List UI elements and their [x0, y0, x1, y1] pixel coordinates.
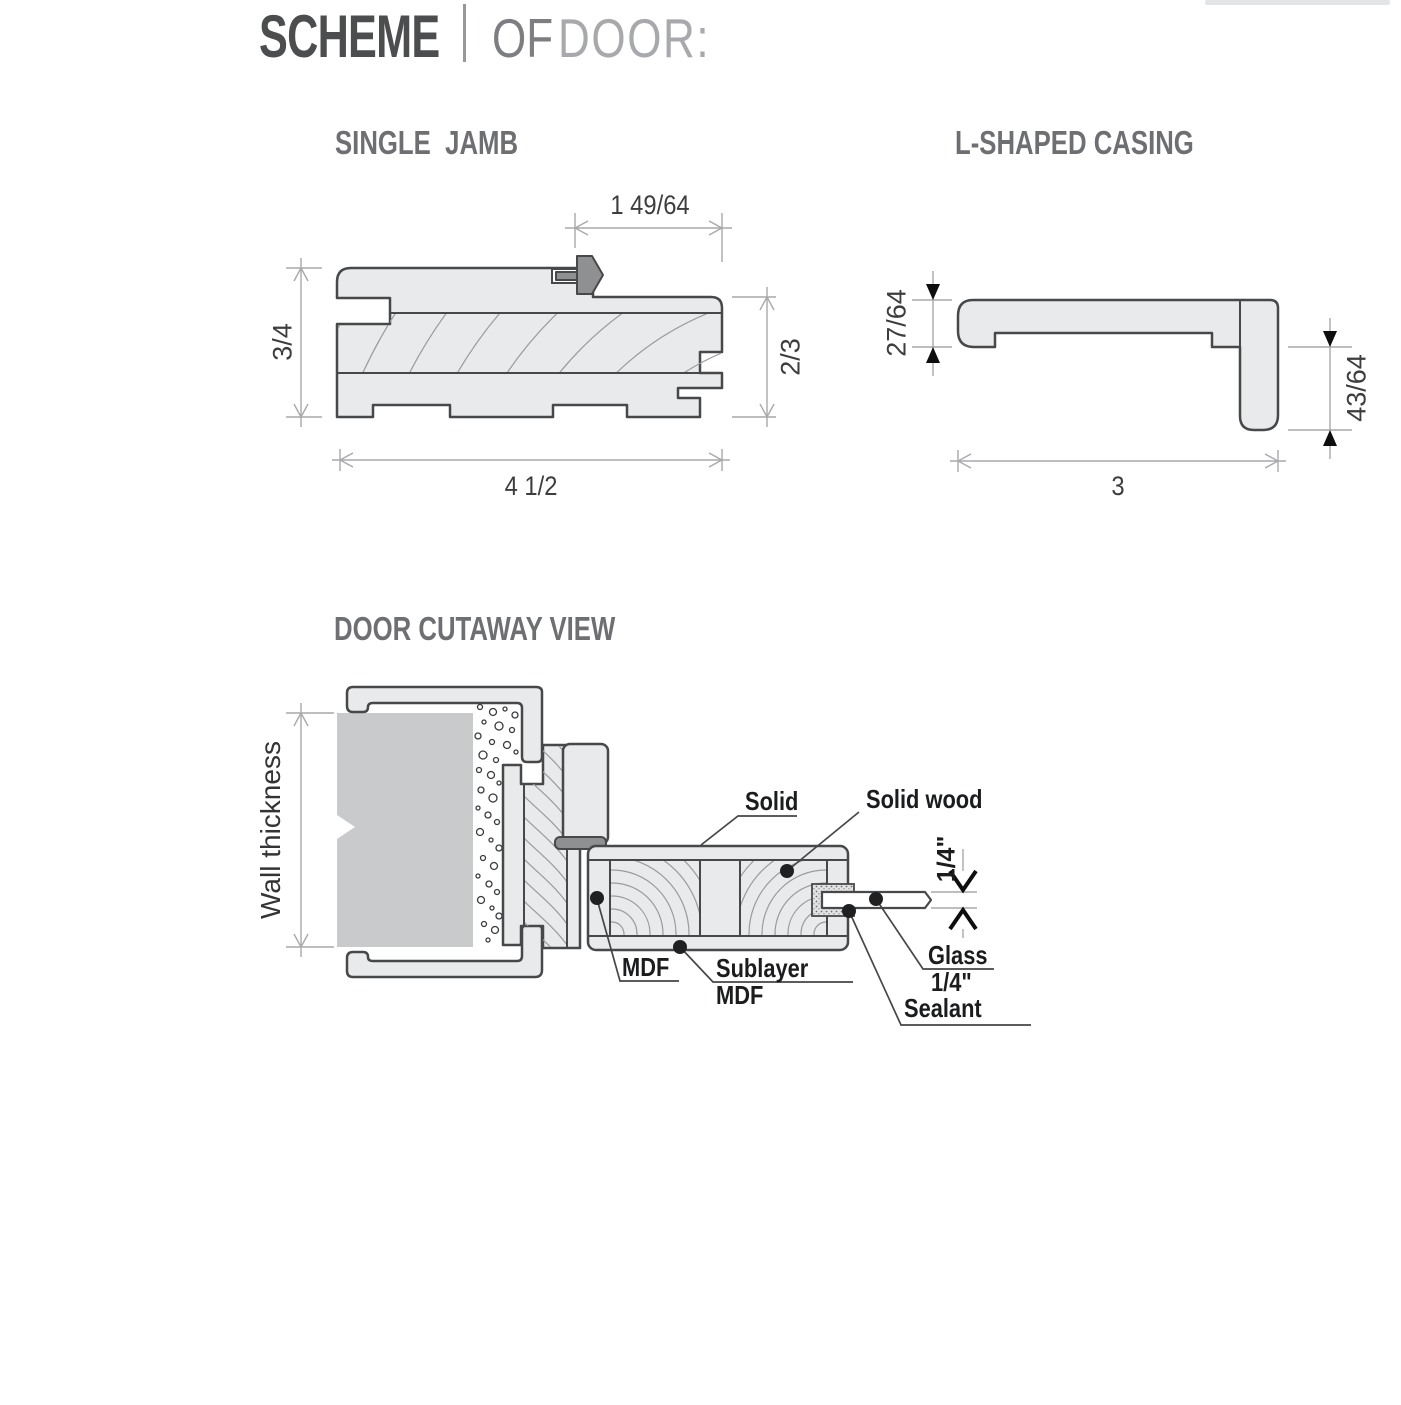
casing-dim-right: 43/64	[1341, 354, 1372, 422]
dim-label-left: 3/4	[267, 323, 298, 361]
sublayer-label-line1: Sublayer	[716, 953, 809, 983]
glass-label-line2: 1/4"	[931, 967, 972, 997]
page-title: SCHEME	[259, 3, 440, 70]
mdf-dot	[590, 891, 604, 905]
sublayer-label-line2: MDF	[716, 980, 764, 1010]
glass-thickness-vertical-label: 1/4"	[932, 835, 961, 883]
page-title-door: DOOR:	[558, 7, 711, 69]
mdf-label: MDF	[622, 952, 670, 982]
glass-label-line1: Glass	[928, 940, 988, 970]
casing-dim-left: 27/64	[881, 289, 912, 357]
door-stop	[563, 744, 608, 844]
cutaway-heading: DOOR CUTAWAY VIEW	[334, 610, 616, 647]
solid-label: Solid	[745, 786, 799, 816]
sublayer-dot	[673, 940, 687, 954]
dim-label-top: 1 49/64	[610, 190, 690, 220]
l-casing-profile	[958, 300, 1278, 430]
sealant-label: Sealant	[904, 993, 982, 1023]
single-jamb-heading: SINGLE JAMB	[335, 124, 519, 161]
casing-dim-bottom: 3	[1111, 471, 1125, 501]
solid-wood-dot	[780, 864, 794, 878]
dim-wall-thickness	[286, 703, 334, 957]
glass-dot	[869, 892, 883, 906]
dim-27-64	[912, 271, 952, 376]
wall-section	[337, 713, 473, 947]
dim-label-right: 2/3	[775, 338, 806, 376]
dim-4-1-2	[332, 449, 730, 471]
door-panel	[588, 846, 848, 950]
dim-label-bottom: 4 1/2	[504, 471, 558, 501]
title-separator	[463, 4, 466, 62]
top-edge-artifact	[1205, 0, 1390, 5]
page-title-of: OF	[492, 7, 554, 69]
l-casing-drawing	[912, 271, 1352, 472]
dim-two-thirds	[732, 287, 776, 427]
casing-clip-icon	[577, 256, 603, 294]
solid-wood-label: Solid wood	[866, 784, 983, 814]
dim-3	[950, 450, 1286, 472]
wall-thickness-label: Wall thickness	[255, 741, 286, 919]
l-casing-heading: L-SHAPED CASING	[955, 124, 1194, 161]
sealant-dot	[842, 904, 856, 918]
